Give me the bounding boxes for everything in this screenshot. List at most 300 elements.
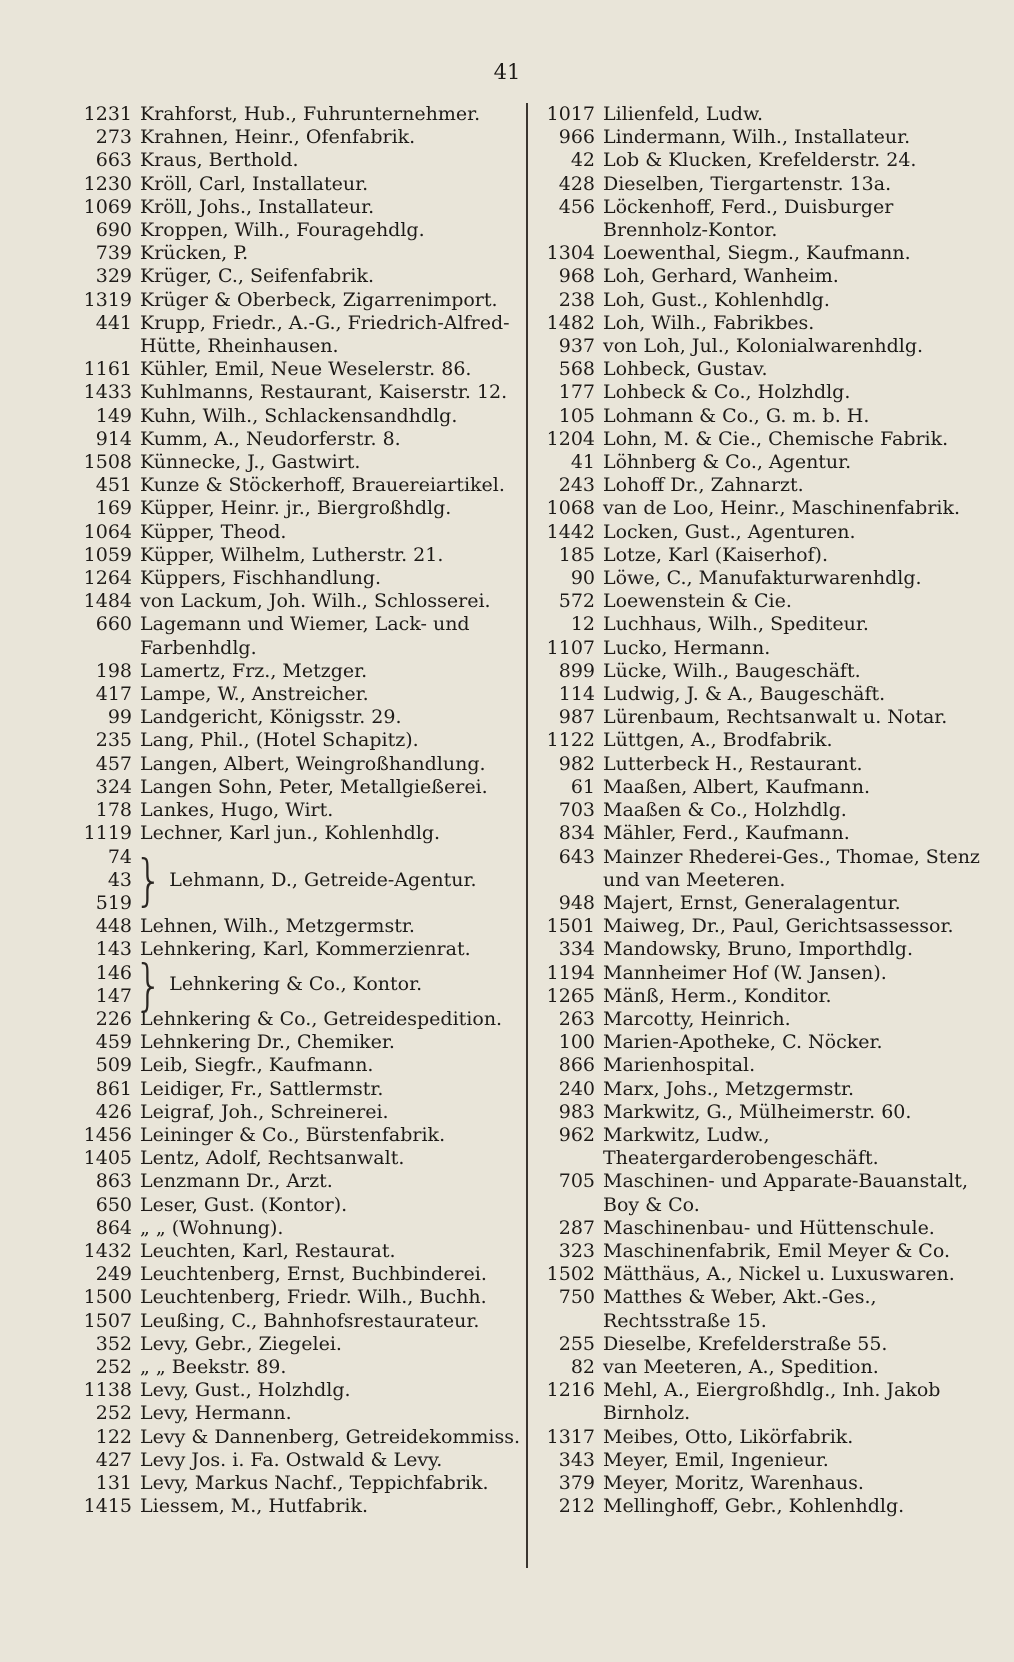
entry-number: 509 bbox=[95, 1054, 132, 1077]
entry-number: 1507 bbox=[83, 1309, 132, 1332]
entry-text: Küpper, Theod. bbox=[140, 520, 287, 543]
directory-entry bbox=[62, 173, 532, 196]
entry-text: Loh, Gust., Kohlenhdlg. bbox=[603, 288, 830, 311]
entry-text: Löhnberg & Co., Agentur. bbox=[603, 451, 852, 474]
brace-symbol: } bbox=[134, 847, 164, 913]
entry-number: 240 bbox=[558, 1077, 595, 1100]
entry-text: Lehnkering, Karl, Kommerzienrat. bbox=[140, 938, 471, 961]
entry-text: Meibes, Otto, Likörfabrik. bbox=[603, 1425, 854, 1448]
entry-text: Maaßen, Albert, Kaufmann. bbox=[603, 775, 871, 798]
entry-text: Locken, Gust., Agenturen. bbox=[603, 520, 856, 543]
entry-number: 987 bbox=[558, 706, 595, 729]
entry-number: 456 bbox=[558, 195, 595, 218]
entry-text: Meyer, Moritz, Warenhaus. bbox=[603, 1471, 864, 1494]
entry-number: 428 bbox=[558, 172, 595, 195]
directory-entry bbox=[535, 451, 980, 474]
entry-text: Marienhospital. bbox=[603, 1054, 756, 1077]
entry-number: 663 bbox=[95, 149, 132, 172]
directory-entry bbox=[535, 846, 980, 892]
entry-text: Langen, Albert, Weingroßhandlung. bbox=[140, 752, 486, 775]
entry-text: Maschinenfabrik, Emil Meyer & Co. bbox=[603, 1239, 950, 1262]
entry-text: Krahnen, Heinr., Ofenfabrik. bbox=[140, 126, 416, 149]
entry-number: 263 bbox=[558, 1007, 595, 1030]
entry-text: Maaßen & Co., Holzhdlg. bbox=[603, 799, 847, 822]
entry-number: 441 bbox=[95, 311, 132, 334]
entry-number: 1442 bbox=[546, 520, 595, 543]
entry-number: 238 bbox=[558, 288, 595, 311]
directory-entry bbox=[62, 567, 532, 590]
page-number: 41 bbox=[493, 60, 521, 84]
entry-number: 899 bbox=[558, 659, 595, 682]
entry-number: 1216 bbox=[546, 1379, 595, 1402]
entry-text: Matthes & Weber, Akt.-Ges., Rechtsstraße 15. bbox=[603, 1286, 877, 1332]
entry-number: 1064 bbox=[83, 520, 132, 543]
directory-entry bbox=[535, 729, 980, 752]
entry-number: 1194 bbox=[546, 961, 595, 984]
entry-number: 1068 bbox=[546, 497, 595, 520]
entry-text: Lenzmann Dr., Arzt. bbox=[140, 1170, 333, 1193]
entry-text: Künnecke, J., Gastwirt. bbox=[140, 451, 361, 474]
entry-number: 131 bbox=[95, 1471, 132, 1494]
directory-entry bbox=[535, 1101, 980, 1124]
entry-text: Levy, Gust., Holzhdlg. bbox=[140, 1379, 351, 1402]
entry-number: 74 bbox=[107, 845, 132, 868]
directory-entry bbox=[535, 1008, 980, 1031]
entry-text: Dieselben, Tiergartenstr. 13a. bbox=[603, 172, 892, 195]
entry-number: 100 bbox=[558, 1031, 595, 1054]
directory-entry bbox=[535, 173, 980, 196]
directory-entry bbox=[535, 1495, 980, 1518]
directory-entry bbox=[535, 1426, 980, 1449]
directory-entry bbox=[62, 753, 532, 776]
entry-number: 866 bbox=[558, 1054, 595, 1077]
entry-text: Lohmann & Co., G. m. b. H. bbox=[603, 404, 870, 427]
directory-entry bbox=[62, 428, 532, 451]
directory-entry bbox=[62, 521, 532, 544]
directory-column-right bbox=[535, 103, 980, 1518]
entry-text: Mainzer Rhederei-Ges., Thomae, Stenz und van Meeteren. bbox=[603, 845, 980, 891]
directory-entry bbox=[62, 1356, 532, 1379]
directory-entry bbox=[62, 1008, 532, 1031]
directory-entry bbox=[62, 1031, 532, 1054]
directory-entry bbox=[535, 544, 980, 567]
directory-entry bbox=[62, 1054, 532, 1077]
entry-numbers bbox=[62, 962, 134, 1008]
entry-number: 457 bbox=[95, 752, 132, 775]
entry-text: Kühler, Emil, Neue Weselerstr. 86. bbox=[140, 358, 472, 381]
directory-entry bbox=[535, 358, 980, 381]
entry-number: 1204 bbox=[546, 427, 595, 450]
entry-number: 169 bbox=[95, 497, 132, 520]
entry-text: Lang, Phil., (Hotel Schapitz). bbox=[140, 729, 419, 752]
directory-entry bbox=[62, 952, 532, 1018]
entry-number: 451 bbox=[95, 474, 132, 497]
entry-number: 61 bbox=[570, 775, 595, 798]
entry-number: 379 bbox=[558, 1471, 595, 1494]
entry-text: Mähler, Ferd., Kaufmann. bbox=[603, 822, 850, 845]
directory-entry bbox=[62, 196, 532, 219]
entry-number: 705 bbox=[558, 1170, 595, 1193]
directory-entry bbox=[62, 103, 532, 126]
entry-number: 739 bbox=[95, 242, 132, 265]
directory-entry bbox=[62, 938, 532, 961]
entry-number: 1456 bbox=[83, 1123, 132, 1146]
directory-entry bbox=[535, 938, 980, 961]
entry-number: 863 bbox=[95, 1170, 132, 1193]
entry-text: Leidiger, Fr., Sattlermstr. bbox=[140, 1077, 384, 1100]
entry-number: 1502 bbox=[546, 1263, 595, 1286]
entry-number: 41 bbox=[570, 451, 595, 474]
directory-entry bbox=[535, 706, 980, 729]
entry-number: 459 bbox=[95, 1031, 132, 1054]
entry-number: 643 bbox=[558, 845, 595, 868]
entry-number: 1122 bbox=[546, 729, 595, 752]
entry-text: Leib, Siegfr., Kaufmann. bbox=[140, 1054, 374, 1077]
entry-number: 1231 bbox=[83, 103, 132, 125]
entry-text: van de Loo, Heinr., Maschinenfabrik. bbox=[603, 497, 961, 520]
directory-entry bbox=[535, 915, 980, 938]
entry-text: Mandowsky, Bruno, Importhdlg. bbox=[603, 938, 913, 961]
entry-text: Loh, Wilh., Fabrikbes. bbox=[603, 311, 815, 334]
entry-text: Lampe, W., Anstreicher. bbox=[140, 683, 369, 706]
entry-text: Mehl, A., Eiergroßhdlg., Inh. Jakob Birnholz. bbox=[603, 1379, 941, 1425]
directory-entry bbox=[62, 706, 532, 729]
entry-number: 185 bbox=[558, 543, 595, 566]
directory-entry bbox=[535, 1449, 980, 1472]
entry-number: 426 bbox=[95, 1100, 132, 1123]
directory-entry bbox=[535, 985, 980, 1008]
entry-number: 149 bbox=[95, 404, 132, 427]
entry-text: Dieselbe, Krefelderstraße 55. bbox=[603, 1332, 888, 1355]
directory-entry bbox=[62, 660, 532, 683]
directory-entry bbox=[535, 196, 980, 242]
entry-number: 1319 bbox=[83, 288, 132, 311]
entry-number: 1119 bbox=[83, 822, 132, 845]
entry-number: 417 bbox=[95, 683, 132, 706]
directory-entry bbox=[62, 1078, 532, 1101]
entry-numbers bbox=[62, 846, 134, 916]
directory-entry bbox=[62, 1333, 532, 1356]
entry-number: 1500 bbox=[83, 1286, 132, 1309]
directory-entry bbox=[62, 1147, 532, 1170]
entry-number: 352 bbox=[95, 1332, 132, 1355]
entry-text: Krüger & Oberbeck, Zigarrenimport. bbox=[140, 288, 498, 311]
entry-text: Leuchtenberg, Friedr. Wilh., Buchh. bbox=[140, 1286, 487, 1309]
directory-entry bbox=[62, 1170, 532, 1193]
entry-text: Lilienfeld, Ludw. bbox=[603, 103, 763, 125]
entry-number: 273 bbox=[95, 126, 132, 149]
directory-entry bbox=[535, 312, 980, 335]
directory-entry bbox=[62, 1426, 532, 1449]
entry-text: Krahforst, Hub., Fuhrunternehmer. bbox=[140, 103, 481, 125]
directory-entry bbox=[62, 1194, 532, 1217]
entry-text: Levy Jos. i. Fa. Ostwald & Levy. bbox=[140, 1448, 443, 1471]
directory-entry bbox=[535, 1031, 980, 1054]
directory-entry bbox=[535, 289, 980, 312]
entry-text: Lohn, M. & Cie., Chemische Fabrik. bbox=[603, 427, 949, 450]
directory-entry bbox=[62, 497, 532, 520]
entry-number: 962 bbox=[558, 1123, 595, 1146]
entry-text: Leuchtenberg, Ernst, Buchbinderei. bbox=[140, 1263, 487, 1286]
entry-text: Löckenhoff, Ferd., Duisburger Brennholz-Kontor. bbox=[603, 195, 894, 242]
entry-number: 1138 bbox=[83, 1379, 132, 1402]
directory-entry bbox=[62, 1402, 532, 1425]
brace-symbol: } bbox=[134, 952, 164, 1018]
entry-text: Mänß, Herm., Konditor. bbox=[603, 984, 832, 1007]
entry-number: 1264 bbox=[83, 567, 132, 590]
entry-text: Küpper, Wilhelm, Lutherstr. 21. bbox=[140, 543, 444, 566]
entry-text: Kröll, Carl, Installateur. bbox=[140, 172, 369, 195]
entry-text: „ „ (Wohnung). bbox=[140, 1216, 284, 1239]
entry-number: 287 bbox=[558, 1216, 595, 1239]
directory-entry bbox=[62, 289, 532, 312]
entry-text: Loh, Gerhard, Wanheim. bbox=[603, 265, 839, 288]
entry-text: Küpper, Heinr. jr., Biergroßhdlg. bbox=[140, 497, 452, 520]
entry-text: Kroppen, Wilh., Fouragehdlg. bbox=[140, 219, 425, 242]
entry-text: Lehnkering & Co., Getreidespedition. bbox=[140, 1007, 503, 1030]
entry-number: 324 bbox=[95, 775, 132, 798]
entry-number: 90 bbox=[570, 567, 595, 590]
directory-entry bbox=[62, 474, 532, 497]
directory-entry bbox=[535, 590, 980, 613]
directory-entry bbox=[62, 405, 532, 428]
entry-number: 99 bbox=[107, 706, 132, 729]
directory-entry bbox=[62, 1263, 532, 1286]
entry-number: 1304 bbox=[546, 242, 595, 265]
entry-text: Mätthäus, A., Nickel u. Luxuswaren. bbox=[603, 1263, 955, 1286]
entry-number: 1405 bbox=[83, 1147, 132, 1170]
entry-number: 834 bbox=[558, 822, 595, 845]
entry-text: Loewenthal, Siegm., Kaufmann. bbox=[603, 242, 911, 265]
directory-entry bbox=[535, 962, 980, 985]
directory-entry bbox=[62, 799, 532, 822]
entry-number: 864 bbox=[95, 1216, 132, 1239]
directory-entry bbox=[535, 428, 980, 451]
directory-entry bbox=[62, 1240, 532, 1263]
entry-text: Lücke, Wilh., Baugeschäft. bbox=[603, 659, 861, 682]
entry-text: Krücken, P. bbox=[140, 242, 249, 265]
entry-text: Lagemann und Wiemer, Lack- und Farbenhdlg. bbox=[140, 613, 470, 659]
directory-entry bbox=[62, 1495, 532, 1518]
entry-text: Leser, Gust. (Kontor). bbox=[140, 1193, 348, 1216]
entry-number: 1433 bbox=[83, 381, 132, 404]
directory-entry bbox=[62, 126, 532, 149]
directory-entry bbox=[535, 1286, 980, 1332]
entry-number: 198 bbox=[95, 659, 132, 682]
entry-text: Liessem, M., Hutfabrik. bbox=[140, 1495, 369, 1518]
entry-text: Lohoff Dr., Zahnarzt. bbox=[603, 474, 804, 497]
entry-text: Lohbeck & Co., Holzhdlg. bbox=[603, 381, 851, 404]
entry-number: 1059 bbox=[83, 543, 132, 566]
entry-number: 1415 bbox=[83, 1495, 132, 1518]
entry-number: 572 bbox=[558, 590, 595, 613]
directory-entry bbox=[62, 451, 532, 474]
entry-number: 177 bbox=[558, 381, 595, 404]
entry-text: Marien-Apotheke, C. Nöcker. bbox=[603, 1031, 883, 1054]
directory-entry bbox=[535, 1263, 980, 1286]
directory-entry bbox=[535, 1054, 980, 1077]
directory-entry bbox=[62, 1217, 532, 1240]
entry-text: Maschinen- und Apparate-Bauanstalt, Boy & Co. bbox=[603, 1170, 968, 1216]
entry-text: Mannheimer Hof (W. Jansen). bbox=[603, 961, 887, 984]
directory-entry bbox=[62, 683, 532, 706]
entry-number: 1508 bbox=[83, 451, 132, 474]
entry-number: 703 bbox=[558, 799, 595, 822]
entry-text: Leigraf, Joh., Schreinerei. bbox=[140, 1100, 389, 1123]
entry-number: 1069 bbox=[83, 195, 132, 218]
directory-entry bbox=[62, 846, 532, 916]
entry-number: 427 bbox=[95, 1448, 132, 1471]
directory-entry bbox=[535, 1356, 980, 1379]
directory-entry bbox=[62, 822, 532, 845]
directory-entry bbox=[62, 776, 532, 799]
directory-entry bbox=[535, 521, 980, 544]
entry-text: Langen Sohn, Peter, Metallgießerei. bbox=[140, 775, 488, 798]
directory-entry bbox=[535, 1078, 980, 1101]
entry-number: 937 bbox=[558, 335, 595, 358]
entry-text: Krüger, C., Seifenfabrik. bbox=[140, 265, 375, 288]
entry-number: 1230 bbox=[83, 172, 132, 195]
entry-text: Markwitz, G., Mülheimerstr. 60. bbox=[603, 1100, 912, 1123]
entry-text: van Meeteren, A., Spedition. bbox=[603, 1355, 879, 1378]
entry-text: Lindermann, Wilh., Installateur. bbox=[603, 126, 911, 149]
entry-number: 1107 bbox=[546, 636, 595, 659]
entry-text: Majert, Ernst, Generalagentur. bbox=[603, 891, 901, 914]
entry-text: Lehnkering & Co., Kontor. bbox=[169, 973, 423, 996]
entry-text: Lutterbeck H., Restaurant. bbox=[603, 752, 863, 775]
directory-entry bbox=[62, 1310, 532, 1333]
entry-text: Kunze & Stöckerhoff, Brauereiartikel. bbox=[140, 474, 505, 497]
directory-entry bbox=[535, 567, 980, 590]
entry-text: Loewenstein & Cie. bbox=[603, 590, 792, 613]
entry-number: 235 bbox=[95, 729, 132, 752]
entry-text: Levy, Markus Nachf., Teppichfabrik. bbox=[140, 1471, 489, 1494]
entry-text: Küppers, Fischhandlung. bbox=[140, 567, 382, 590]
entry-text: Lucko, Hermann. bbox=[603, 636, 771, 659]
entry-text: Lohbeck, Gustav. bbox=[603, 358, 768, 381]
directory-entry bbox=[62, 381, 532, 404]
entry-number: 982 bbox=[558, 752, 595, 775]
entry-number: 329 bbox=[95, 265, 132, 288]
entry-number: 226 bbox=[95, 1007, 132, 1030]
entry-text: Levy, Hermann. bbox=[140, 1402, 292, 1425]
directory-entry bbox=[535, 335, 980, 358]
directory-entry bbox=[62, 915, 532, 938]
directory-entry bbox=[535, 1124, 980, 1170]
entry-number: 82 bbox=[570, 1355, 595, 1378]
directory-entry bbox=[535, 1170, 980, 1216]
directory-entry bbox=[62, 1379, 532, 1402]
directory-entry bbox=[535, 683, 980, 706]
entry-text: Lentz, Adolf, Rechtsanwalt. bbox=[140, 1147, 405, 1170]
entry-text: Löwe, C., Manufakturwarenhdlg. bbox=[603, 567, 922, 590]
entry-number: 43 bbox=[107, 868, 132, 891]
directory-entry bbox=[535, 497, 980, 520]
directory-entry bbox=[535, 103, 980, 126]
entry-number: 1317 bbox=[546, 1425, 595, 1448]
directory-entry bbox=[62, 149, 532, 172]
entry-text: von Loh, Jul., Kolonialwarenhdlg. bbox=[603, 335, 924, 358]
entry-number: 519 bbox=[95, 891, 132, 914]
entry-number: 448 bbox=[95, 915, 132, 938]
directory-entry bbox=[62, 242, 532, 265]
directory-entry bbox=[535, 126, 980, 149]
entry-text: Lürenbaum, Rechtsanwalt u. Notar. bbox=[603, 706, 948, 729]
entry-number: 968 bbox=[558, 265, 595, 288]
entry-number: 861 bbox=[95, 1077, 132, 1100]
directory-entry bbox=[62, 1101, 532, 1124]
entry-number: 323 bbox=[558, 1239, 595, 1262]
entry-number: 1432 bbox=[83, 1239, 132, 1262]
entry-number: 122 bbox=[95, 1425, 132, 1448]
entry-text: Leußing, C., Bahnhofsrestaurateur. bbox=[140, 1309, 480, 1332]
directory-entry bbox=[535, 776, 980, 799]
entry-text: Levy & Dannenberg, Getreidekommiss. bbox=[140, 1425, 521, 1448]
entry-text: Luchhaus, Wilh., Spediteur. bbox=[603, 613, 869, 636]
directory-entry bbox=[535, 1472, 980, 1495]
entry-text: Landgericht, Königsstr. 29. bbox=[140, 706, 402, 729]
entry-number: 243 bbox=[558, 474, 595, 497]
entry-number: 343 bbox=[558, 1448, 595, 1471]
entry-text: Meyer, Emil, Ingenieur. bbox=[603, 1448, 829, 1471]
directory-entry bbox=[535, 637, 980, 660]
directory-entry bbox=[62, 1124, 532, 1147]
directory-entry bbox=[535, 660, 980, 683]
entry-number: 750 bbox=[558, 1286, 595, 1309]
entry-number: 105 bbox=[558, 404, 595, 427]
entry-text: Kumm, A., Neudorferstr. 8. bbox=[140, 427, 401, 450]
entry-number: 568 bbox=[558, 358, 595, 381]
entry-number: 42 bbox=[570, 149, 595, 172]
directory-entry bbox=[535, 1240, 980, 1263]
entry-number: 1017 bbox=[546, 103, 595, 125]
directory-entry bbox=[535, 474, 980, 497]
directory-entry bbox=[535, 892, 980, 915]
entry-text: Maiweg, Dr., Paul, Gerichtsassessor. bbox=[603, 915, 954, 938]
directory-entry bbox=[62, 1472, 532, 1495]
directory-entry bbox=[535, 149, 980, 172]
entry-number: 1501 bbox=[546, 915, 595, 938]
entry-number: 1161 bbox=[83, 358, 132, 381]
entry-number: 178 bbox=[95, 799, 132, 822]
entry-number: 212 bbox=[558, 1495, 595, 1518]
directory-column-left bbox=[62, 103, 532, 1518]
entry-text: Lamertz, Frz., Metzger. bbox=[140, 659, 368, 682]
entry-number: 252 bbox=[95, 1355, 132, 1378]
entry-text: Kuhn, Wilh., Schlackensandhdlg. bbox=[140, 404, 458, 427]
entry-number: 914 bbox=[95, 427, 132, 450]
directory-entry bbox=[535, 613, 980, 636]
directory-entry bbox=[535, 1379, 980, 1425]
entry-number: 650 bbox=[95, 1193, 132, 1216]
directory-entry bbox=[62, 544, 532, 567]
directory-entry bbox=[535, 242, 980, 265]
entry-text: Markwitz, Ludw., Theatergarderobengeschäft. bbox=[603, 1123, 879, 1170]
directory-entry bbox=[62, 1449, 532, 1472]
entry-number: 690 bbox=[95, 219, 132, 242]
directory-entry bbox=[62, 1286, 532, 1309]
entry-text: Lankes, Hugo, Wirt. bbox=[140, 799, 334, 822]
entry-number: 147 bbox=[95, 984, 132, 1007]
directory-entry bbox=[535, 799, 980, 822]
entry-text: Leuchten, Karl, Restaurat. bbox=[140, 1239, 396, 1262]
entry-text: Lehnkering Dr., Chemiker. bbox=[140, 1031, 395, 1054]
entry-number: 1265 bbox=[546, 984, 595, 1007]
directory-entry bbox=[535, 405, 980, 428]
entry-text: Lehnen, Wilh., Metzgermstr. bbox=[140, 915, 415, 938]
entry-number: 146 bbox=[95, 961, 132, 984]
entry-text: Kuhlmanns, Restaurant, Kaiserstr. 12. bbox=[140, 381, 508, 404]
